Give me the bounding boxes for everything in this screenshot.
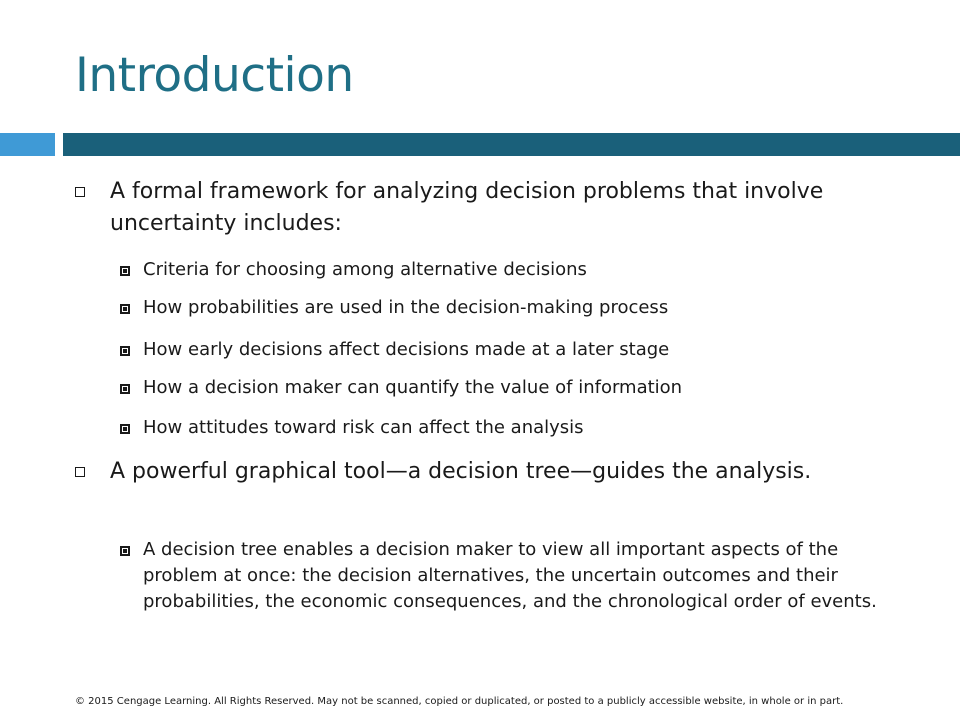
sub-bullet-item — [120, 337, 890, 363]
filled-square-bullet-icon — [120, 346, 130, 356]
sub-bullet-text: How probabilities are used in the decision-making process — [143, 297, 669, 318]
sub-bullet-text: How early decisions affect decisions made at a later stage — [143, 339, 670, 360]
title-accent-bar-right — [63, 133, 960, 156]
sub-bullet-item — [120, 415, 890, 441]
sub-bullet-text: A decision tree enables a decision maker to view all important aspects of the problem at once: the decision alternatives, the uncertain outcomes and their probabilities, the economic consequences, and the chronological order of events. — [143, 539, 877, 612]
sub-bullet-item — [120, 295, 890, 321]
filled-square-bullet-icon — [120, 384, 130, 394]
sub-bullet-text: How a decision maker can quantify the value of information — [143, 377, 683, 398]
filled-square-bullet-icon — [120, 424, 130, 434]
sub-bullet-text: How attitudes toward risk can affect the analysis — [143, 417, 584, 438]
bullet-text: A formal framework for analyzing decision problems that involve uncertainty includes: — [110, 179, 824, 236]
sub-bullet-item — [120, 257, 890, 283]
hollow-square-bullet-icon — [75, 187, 85, 197]
bullet-item — [75, 456, 895, 488]
filled-square-bullet-icon — [120, 546, 130, 556]
slide-title: Introduction — [75, 48, 354, 103]
copyright-footer: © 2015 Cengage Learning. All Rights Reserved. May not be scanned, copied or duplicated, or posted to a publicly accessible website, in whole or in part. — [75, 696, 844, 707]
filled-square-bullet-icon — [120, 266, 130, 276]
title-accent-bar-left — [0, 133, 55, 156]
hollow-square-bullet-icon — [75, 467, 85, 477]
bullet-item — [75, 176, 895, 240]
sub-bullet-text: Criteria for choosing among alternative decisions — [143, 259, 587, 280]
sub-bullet-item — [120, 375, 890, 401]
filled-square-bullet-icon — [120, 304, 130, 314]
bullet-text: A powerful graphical tool—a decision tree—guides the analysis. — [110, 459, 812, 484]
sub-bullet-item — [120, 537, 890, 615]
